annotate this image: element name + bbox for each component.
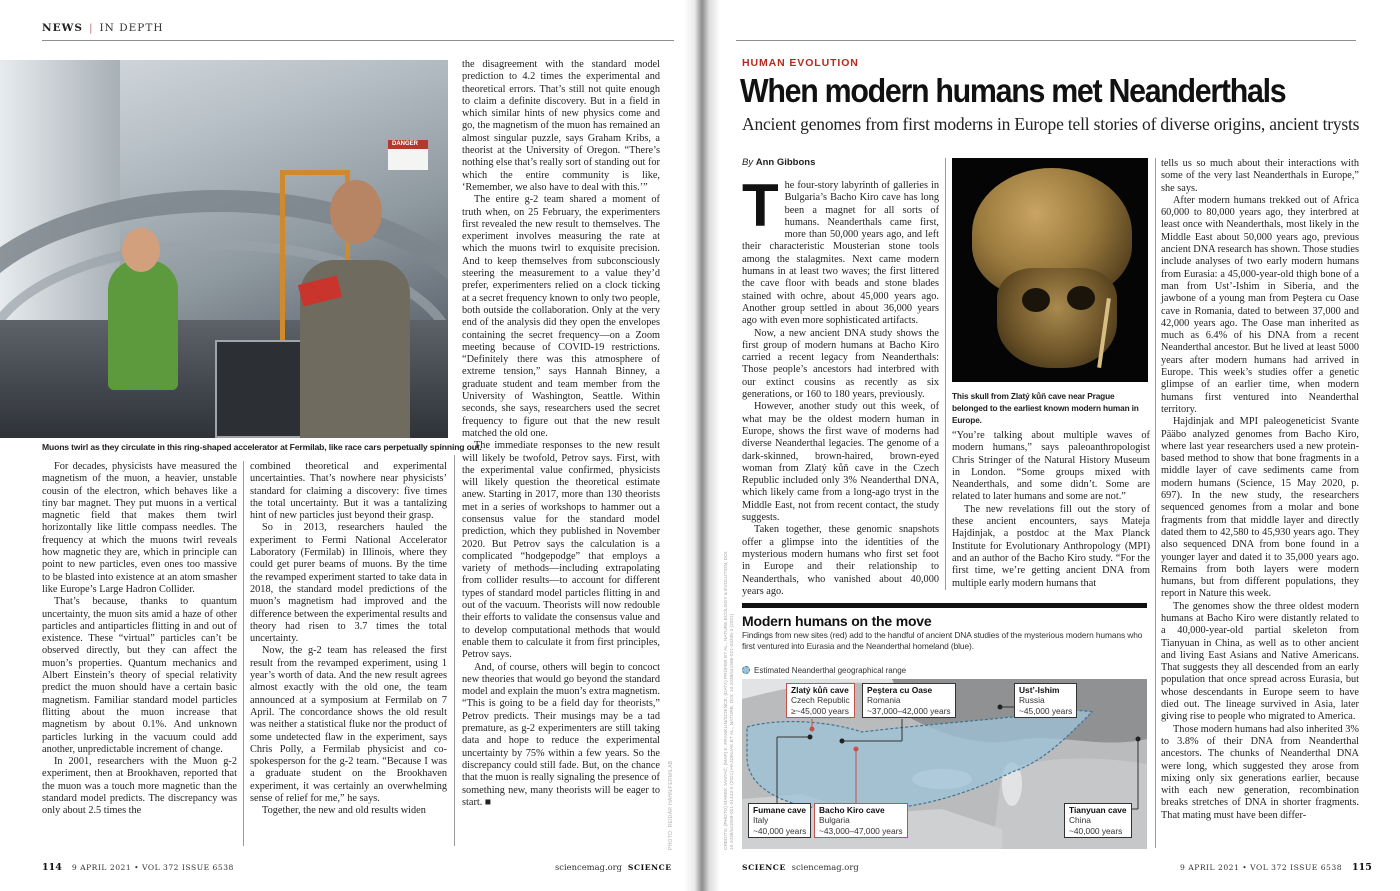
section-separator: | — [88, 22, 94, 34]
paragraph: Now, the g-2 team has released the first result from the revamped experiment, using 1 year’s worth of data. And the new result agrees almost exactly with the old one, the team announced at a symposium at Fermilab on 7 April. The concordance shows the old result was neither a statistical fluke nor the product of some undetected flaw in the experiment, says Chris Polly, a Fermilab physicist and co-spokesperson for the g-2 team. “Because I was a graduate student on the Brookhaven experiment, it was certainly an overwhelming sense of relief for me,” he says. — [250, 645, 447, 805]
byline — [742, 157, 815, 168]
site-country: Romania — [867, 695, 901, 706]
site-url: sciencemag.org — [791, 862, 859, 872]
drop-cap: T — [742, 172, 779, 239]
site-marker-zlaty-kun — [810, 727, 815, 732]
site-marker-ust-ishim — [998, 705, 1003, 710]
paragraph: The genomes show the three oldest modern humans at Bacho Kiro were distantly related to a 40,000-year-old partial skeleton from Tianyuan in China, as well as to other ancient and living East Asians and Native Americans. That suggests they all descended from an early population that once spread across Eurasia, but whose descendants in Europe seem to have died out. The lineage survived in Asia, later giving rise to people who migrated to America. — [1161, 600, 1359, 723]
issue-info: 9 APRIL 2021 • VOL 372 ISSUE 6538 — [71, 863, 234, 872]
neanderthal-range-swatch-icon — [742, 666, 750, 674]
paragraph: the disagreement with the standard model prediction to 4.2 times the experimental and theoretical errors. That’s still not quite enough to claim a definite discovery. But in a field in which similar hints of new physics come and go, the magnetism of the muon has remained an almost singular puzzle, says Graham Kribs, a theorist at the University of Oregon. “There’s nothing else that’s really sort of standing out for which the entire community is like, ‘Remember, we also have to deal with this.’” — [462, 59, 660, 193]
site-url: sciencemag.org — [555, 862, 623, 872]
article-column-1 — [42, 461, 237, 818]
subsection-label: IN DEPTH — [99, 22, 164, 34]
paragraph: After modern humans trekked out of Africa 60,000 to 80,000 years ago, they interbred at least once with Neanderthals, most likely in the Middle East about 50,000 years ago, previous ancient DNA research has shown. Those studies include analyses of two early modern humans from Eurasia: a 45,000-year-old thigh bone of a man from Ust’-Ishim in Siberia, and the jawbone of a young man from Peştera cu Oase cave in Romania, dated to between 37,000 and 42,000 years ago. The Oase man inherited as much as 6.4% of his DNA from a recent Neanderthal ancestor. But he lived at least 5000 years after modern humans had arrived in Europe. This week’s studies offer a genetic glimpse of an earlier time, when modern humans first ventured into Neanderthal territory. — [1161, 194, 1359, 415]
site-name: Fumane cave — [753, 805, 807, 815]
column-divider — [243, 461, 244, 846]
paragraph: The new revelations fill out the story of these ancient encounters, says Mateja Hajdinjak, a postdoc at the Max Planck Institute for Evolutionary Anthropology (MPI) and an author of the Bacho Kiro study. “For the first time, we’re getting ancient DNA from multiple early modern humans that — [952, 503, 1150, 589]
byline-prefix: By — [742, 157, 754, 168]
header-rule — [42, 40, 674, 41]
site-name: Tianyuan cave — [1069, 805, 1127, 815]
paragraph: “You’re talking about multiple waves of modern humans,” says paleoanthropologist Chris Stringer of the Natural History Museum in London. “Some groups mixed with Neanderthals, and some didn’t. Some are related to later humans and some are not.” — [952, 430, 1150, 503]
folio-left — [42, 862, 234, 873]
lead-text: he four-story labyrinth of galleries in Bulgaria’s Bacho Kiro cave has long been a magnet for all sorts of humans. Neanderthals came first, more than 50,000 years ago, and left their characteristic Mousterian stone tools among the stalagmites. Next came modern humans in at least two waves; the first littered the cave floor with beads and stone blades stained with ochre, about 45,000 years ago. Another group settled in about 36,000 years ago with even more sophisticated artifacts. — [742, 180, 939, 327]
site-name: Ust’-Ishim — [1019, 685, 1060, 695]
column-divider — [1155, 158, 1156, 848]
photo-equipment-cart — [215, 340, 305, 438]
site-marker-fumane — [808, 735, 813, 740]
site-label-oase — [862, 683, 956, 718]
paragraph: However, another study out this week, of what may be the oldest modern human in Europe, shows the first wave of moderns had diverse Neanderthal legacies. The genome of a dark-skinned, brown-haired, brown-eyed woman from Zlatý kůň cave in the Czech Republic included only 3% Neanderthal DNA, which likely came from a long-ago tryst in the Middle East, not from recent contact, the study suggests. — [742, 401, 939, 524]
site-age: ≥~45,000 years — [791, 705, 849, 716]
article-column-r3 — [1161, 158, 1359, 822]
article-column-2 — [250, 461, 447, 818]
photo-person-man-head — [330, 180, 382, 244]
kicker: HUMAN EVOLUTION — [742, 57, 859, 69]
credits — [724, 520, 738, 850]
folio-right-brand — [742, 862, 859, 872]
page-number: 115 — [1352, 862, 1372, 873]
paragraph: The immediate responses to the new result will likely be twofold, Petrov says. First, with the experimental value confirmed, physicists will likely question the theoretical estimate anew. Starting in 2017, more than 130 theorists met in a series of workshops to hammer out a consensus value for the standard model prediction, which they published in November 2020. But Petrov says the calculation is a complicated “hodgepodge” that employs a variety of methods—including extrapolating from collider results—to account for different types of standard model particles flitting in and out of the vacuum. Theorists will now redouble their efforts to validate the consensus value and to develop computational methods that would enable them to calculate it from first principles, Petrov says. — [462, 440, 660, 661]
issue-info: 9 APRIL 2021 • VOL 372 ISSUE 6538 — [1180, 863, 1343, 872]
site-country: Bulgaria — [819, 815, 850, 826]
paragraph: Together, the new and old results widen — [262, 805, 426, 817]
graphic-description: Findings from new sites (red) add to the handful of ancient DNA studies of the mysterious modern humans who first ventured into Eurasia and the Neanderthal homeland (blue). — [742, 630, 1143, 651]
article-column-r2 — [952, 430, 1150, 590]
site-age: ~45,000 years — [1019, 705, 1073, 716]
site-country: Italy — [753, 815, 769, 826]
site-label-ust-ishim — [1014, 683, 1077, 718]
column-divider — [945, 158, 946, 590]
magazine-name: SCIENCE — [742, 863, 786, 872]
folio-right — [1180, 862, 1372, 873]
paragraph: tells us so much about their interactions with some of the very last Neanderthals in Europe,” she says. — [1161, 158, 1359, 194]
section-label: NEWS — [42, 22, 83, 34]
byline-author: Ann Gibbons — [755, 157, 816, 168]
graphic-top-rule — [742, 603, 1147, 608]
credits-text: CREDITS: (PHOTO) MAREK JANTAČ; (MAP) K. FRANKLIN/SCIENCE; (DATA) PRÜFER ET AL., NATURE ECOLOGY & EVOLUTION, DOI: 10.1038/s41559-021-01443-X (2021) HAJDINJAK ET AL., NATURE, DOI: 10.1038/s41586-021-03335-3 (2021) — [724, 550, 735, 850]
site-label-zlaty-kun — [786, 683, 855, 718]
site-country: Czech Republic — [791, 695, 850, 706]
paragraph: combined theoretical and experimental uncertainties. That’s nowhere near physicists’ standard for claiming a discovery: five times the total uncertainty. But it was a tantalizing hint of new particles just beyond their grasp. — [250, 461, 447, 522]
site-age: ~43,000–47,000 years — [819, 825, 903, 836]
headline: When modern humans met Neanderthals — [740, 72, 1286, 109]
paragraph: Those modern humans had also inherited 3% to 3.8% of their DNA from Neanderthal ancestors. The chunks of Neanderthal DNA were long, which suggested they arose from mixing only six generations earlier, because with each new generation, recombination breaks stretches of DNA in shorter fragments. That mating must have been differ- — [1161, 723, 1359, 821]
paragraph-lead — [742, 172, 939, 328]
photo-person-woman — [108, 260, 178, 390]
skull-caption: This skull from Zlatý kůň cave near Prague belonged to the earliest known modern human in Europe. — [952, 391, 1139, 425]
paragraph: In 2001, researchers with the Muon g-2 experiment, then at Brookhaven, reported that the muon was a touch more magnetic than the standard model predicts. The discrepancy was only about 2.5 times the — [42, 756, 237, 817]
paragraph: That’s because, thanks to quantum uncertainty, the muon sits amid a haze of other particles and antiparticles flitting in and out of existence. These “virtual” particles can’t be observed directly, but they can affect the muon’s properties. Quantum mechanics and Albert Einstein’s theory of special relativity predict the muon should have a certain basic magnetism. Familiar standard model particles flitting about the muon increase that magnetism by about 0.1%. And unknown particles lurking in the vacuum could add another, unpredictable increment of change. — [42, 596, 237, 755]
section-header — [42, 22, 164, 34]
site-name: Zlatý kůň cave — [791, 685, 849, 695]
article-column-3 — [462, 59, 660, 809]
photo-credit-text: PHOTO: REIDAR HAHN/FERMILAB — [668, 760, 674, 850]
legend-label: Estimated Neanderthal geographical range — [754, 666, 907, 675]
paragraph: Now, a new ancient DNA study shows the first group of modern humans at Bacho Kiro carried a recent legacy from Neanderthals: Those people’s ancestors had interbred with our extinct cousins as recently as six generations, or 160 to 180 years, previously. — [742, 327, 939, 401]
photo-danger-sign — [388, 140, 428, 170]
graphic-title: Modern humans on the move — [742, 613, 932, 629]
site-marker-tianyuan — [1136, 737, 1141, 742]
magazine-name: SCIENCE — [627, 863, 672, 872]
site-age: ~40,000 years — [753, 825, 807, 836]
site-label-tianyuan — [1064, 803, 1132, 838]
paragraph: Hajdinjak and MPI paleogeneticist Svante Pääbo analyzed genomes from Bacho Kiro, where last year researchers used a new protein-based method to show that bone fragments in a middle layer of cave sediments came from modern humans (Science, 15 May 2020, p. 697). In the new study, the researchers sequenced genomes from a molar and bone fragments from that middle layer and directly dated them to 42,580 to 45,930 years ago. They also sequenced DNA from bone found in a younger layer and dated it to 35,000 years ago. Remains from both layers were modern humans, but from different populations, they report in Nature this week. — [1161, 416, 1359, 600]
site-age: ~37,000–42,000 years — [867, 705, 951, 716]
eurasia-map — [742, 679, 1147, 849]
photo-caption: Muons twirl as they circulate in this ring-shaped accelerator at Fermilab, like race cars perpetually spinning out. — [42, 442, 482, 452]
site-name: Peştera cu Oase — [867, 685, 933, 695]
paragraph: So in 2013, researchers hauled the experiment to Fermi National Accelerator Laboratory (Fermilab) in Illinois, where they could get purer beams of muons. By the time the revamped experiment started to take data in 2018, the standard model predictions of the muon’s magnetism had improved and the difference between the experimental results and theory had risen to 3.7 times the total uncertainty. — [250, 522, 447, 645]
page-gutter — [684, 0, 720, 891]
site-name: Bacho Kiro cave — [819, 805, 885, 815]
column-divider — [454, 455, 455, 846]
skull-orbit — [1067, 286, 1095, 310]
photo-credit — [668, 700, 676, 850]
article-column-r1 — [742, 172, 939, 598]
danger-sign-text: DANGER — [392, 141, 419, 147]
photo-person-woman-head — [122, 228, 160, 272]
paragraph: And, of course, others will begin to concoct new theories that would go beyond the standard model and explain the muon’s extra magnetism. “This is going to be a field day for theorists,” Petrov predicts. Their musings may be a tad premature, as g-2 experimenters are still taking data and hope to reduce the experimental uncertainty by 75% within a few years. So the discrepancy could still fade. But, on the chance that the muon is really signaling the presence of something new, many theorists will be eager to start. ■ — [462, 661, 660, 808]
page-number: 114 — [42, 862, 62, 873]
skull-orbit — [1022, 288, 1050, 312]
header-rule-right — [736, 40, 1356, 41]
folio-left-brand — [555, 862, 672, 872]
fermilab-photo — [0, 60, 448, 438]
paragraph: The entire g-2 team shared a moment of truth when, on 25 February, the experimenters first revealed the new result to themselves. The experiment involves measuring the rate at which the muons twirl to exquisite precision. And to keep themselves from subconsciously steering the measurement to a value they’d prefer, experimenters relied on a clock ticking at a secret frequency known to only two people, both outside the collaboration. Only at the very end of the analysis did they open the envelopes containing the secret frequency—on a Zoom meeting because of COVID-19 restrictions. “Definitely there was this atmosphere of extreme tension,” says Hannah Binney, a graduate student and team member from the University of Washington, Seattle. Within seconds, she says, researchers used the secret frequency to figure out that the new result matched the old one. — [462, 194, 660, 439]
paragraph: For decades, physicists have measured the magnetism of the muon, a heavier, unstable cousin of the electron, which behaves like a tiny bar magnet. They put muons in a vertical magnetic field that makes them twirl horizontally like little compass needles. The frequency at which the muons twirl reveals how magnetic they are, which in principle can point to new particles, even ones too massive to be blasted into existence at an atom smasher like Europe’s Large Hadron Collider. — [42, 461, 237, 595]
map-legend — [742, 666, 906, 676]
site-marker-oase — [840, 739, 845, 744]
site-marker-bacho-kiro — [854, 747, 859, 752]
dek: Ancient genomes from first moderns in Europe tell stories of diverse origins, ancient trysts — [742, 114, 1360, 134]
site-age: ~40,000 years — [1069, 825, 1123, 836]
site-label-bacho-kiro — [814, 803, 908, 838]
site-country: China — [1069, 815, 1091, 826]
site-country: Russia — [1019, 695, 1045, 706]
paragraph: Taken together, these genomic snapshots offer a glimpse into the identities of the mysterious modern humans who first set foot in Europe and their relationship to Neanderthals, who vanished about 40,000 years ago. — [742, 524, 939, 597]
site-label-fumane — [748, 803, 811, 838]
skull-photo — [952, 158, 1148, 382]
